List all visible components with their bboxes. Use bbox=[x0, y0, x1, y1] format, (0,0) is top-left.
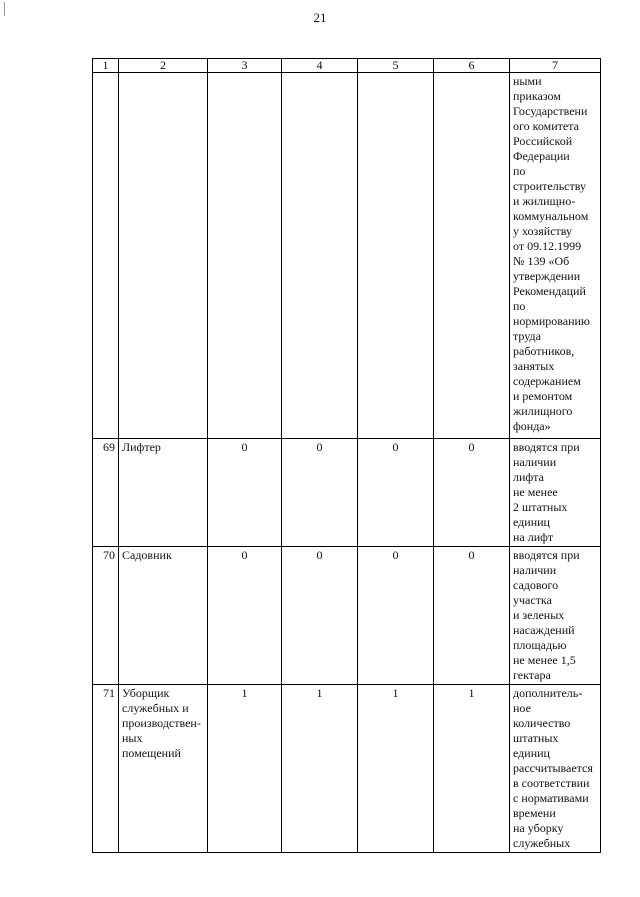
table-row-70 bbox=[93, 547, 601, 685]
page-number: 21 bbox=[313, 10, 327, 25]
header-cell-2: 2 bbox=[119, 59, 208, 73]
row-number: 69 bbox=[93, 439, 119, 547]
value-col-3: 0 bbox=[208, 547, 282, 685]
table-row-69 bbox=[93, 439, 601, 547]
row-number: 71 bbox=[93, 685, 119, 853]
note-cell: дополнитель- ное количество штатных единиц рассчитывается в соответствии с нормативами времени на уборку служебных bbox=[510, 685, 601, 853]
value-col-6 bbox=[434, 73, 510, 439]
position-name: Лифтер bbox=[119, 439, 208, 547]
row-number bbox=[93, 73, 119, 439]
value-col-3: 0 bbox=[208, 439, 282, 547]
value-col-5 bbox=[358, 73, 434, 439]
note-cell: ными приказом Государствени ого комитета Российской Федерации по строительству и жилищно- коммунальном у хозяйству от 09.12.1999 № 139 «Об утверждении Рекомендаций по нормированию труда работников, занятых содержанием и ремонтом жилищного фонда» bbox=[510, 73, 601, 439]
value-col-5: 0 bbox=[358, 439, 434, 547]
position-name: Садовник bbox=[119, 547, 208, 685]
table-row-continuation bbox=[93, 73, 601, 439]
value-col-3 bbox=[208, 73, 282, 439]
table-header-row bbox=[93, 59, 601, 73]
note-cell: вводятся при наличии садового участка и зеленых насаждений площадью не менее 1,5 гектара bbox=[510, 547, 601, 685]
value-col-4: 0 bbox=[282, 439, 358, 547]
position-name: Уборщик служебных и производствен- ных помещений bbox=[119, 685, 208, 853]
value-col-4 bbox=[282, 73, 358, 439]
position-name bbox=[119, 73, 208, 439]
header-cell-6: 6 bbox=[434, 59, 510, 73]
header-cell-5: 5 bbox=[358, 59, 434, 73]
note-cell: вводятся при наличии лифта не менее 2 штатных единиц на лифт bbox=[510, 439, 601, 547]
header-cell-3: 3 bbox=[208, 59, 282, 73]
value-col-5: 1 bbox=[358, 685, 434, 853]
value-col-4: 1 bbox=[282, 685, 358, 853]
header-cell-4: 4 bbox=[282, 59, 358, 73]
staffing-table bbox=[92, 58, 601, 853]
row-number: 70 bbox=[93, 547, 119, 685]
value-col-6: 1 bbox=[434, 685, 510, 853]
value-col-3: 1 bbox=[208, 685, 282, 853]
header-cell-7: 7 bbox=[510, 59, 601, 73]
value-col-6: 0 bbox=[434, 547, 510, 685]
value-col-4: 0 bbox=[282, 547, 358, 685]
value-col-6: 0 bbox=[434, 439, 510, 547]
header-cell-1: 1 bbox=[93, 59, 119, 73]
value-col-5: 0 bbox=[358, 547, 434, 685]
table-row-71 bbox=[93, 685, 601, 853]
